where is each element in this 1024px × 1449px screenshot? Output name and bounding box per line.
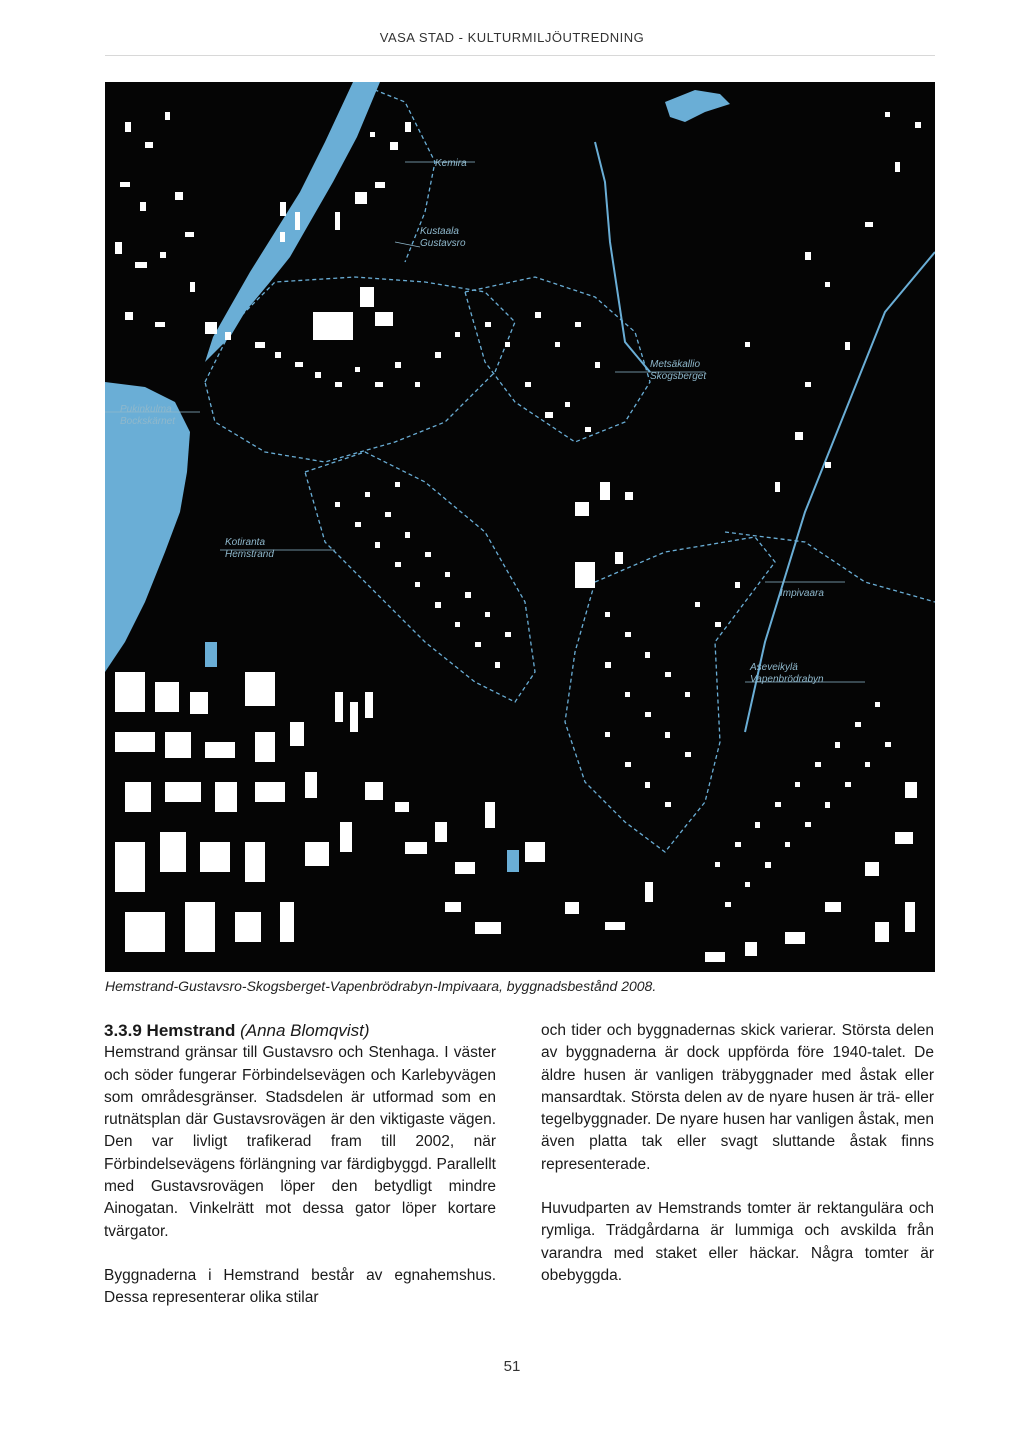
label-impivaara: Impivaara: [780, 588, 824, 599]
text-column-right: [541, 1020, 934, 1287]
section-heading: [104, 1020, 496, 1042]
label-vapenbrodrabyn: Vapenbrödrabyn: [750, 674, 824, 685]
label-pukinkulma: Pukinkulma: [120, 404, 172, 415]
label-kemira: Kemira: [435, 158, 467, 169]
running-header: VASA STAD - KULTURMILJÖUTREDNING: [379, 30, 645, 45]
label-kotiranta: Kotiranta: [225, 537, 266, 548]
label-gustavsro: Gustavsro: [420, 238, 466, 249]
page-number: 51: [503, 1358, 521, 1375]
label-aseveikyla: Aseveikylä: [750, 662, 798, 673]
building-map: [105, 82, 935, 972]
section-title: Hemstrand: [146, 1021, 236, 1040]
paragraph-left-2: Byggnaderna i Hemstrand består av egnahemshus. Dessa representerar olika stilar: [104, 1266, 496, 1307]
text-column-left: [104, 1020, 496, 1310]
paragraph-right-1: och tider och byggnadernas skick varierar. Största delen av byggnaderna är dock uppförda före 1940-talet. De äldre husen är vanligen träbyggnader med åstak eller mansardtak. Största delen av de nyare husen är trä- eller tegelbyggnader. De nyare husen har vanligen åstak, men även platta tak eller svagt sluttande åstak finns representerade.: [541, 1022, 934, 1173]
label-kustaala: Kustaala: [420, 226, 459, 237]
header-divider: [105, 55, 935, 56]
paragraph-left-1: Hemstrand gränsar till Gustavsro och Stenhaga. I väster och söder fungerar Förbindelsevägen och Karlebyvägen som områdesgränser. Stadsdelen är utformad som en rutnätsplan där Gustavsrovägen är den viktigaste vägen. Den var livligt trafikerad fram till 2002, när Förbindelsevägens förlängning var färdigbyggd. Parallellt med Gustavsrovägen löper den betydligt mindre Ainogatan. Vinkelrätt mot dessa gator löper kortare tvärgator.: [104, 1044, 496, 1240]
figure-caption: Hemstrand-Gustavsro-Skogsberget-Vapenbrödrabyn-Impivaara, byggnadsbestånd 2008.: [105, 978, 657, 994]
label-metsakallio: Metsäkallio: [650, 359, 701, 370]
label-bockskarnet: Bockskärnet: [120, 416, 176, 427]
section-number: 3.3.9: [104, 1021, 142, 1040]
section-author: (Anna Blomqvist): [240, 1021, 370, 1040]
label-skogsberget: Skogsberget: [650, 371, 707, 382]
label-hemstrand: Hemstrand: [225, 549, 274, 560]
paragraph-right-2: Huvudparten av Hemstrands tomter är rektangulära och rymliga. Trädgårdarna är lummiga och avskilda från varandra med staket eller häckar. Några tomter är obebyggda.: [541, 1200, 934, 1284]
pond-water: [205, 642, 217, 667]
pond-water-2: [507, 850, 519, 872]
